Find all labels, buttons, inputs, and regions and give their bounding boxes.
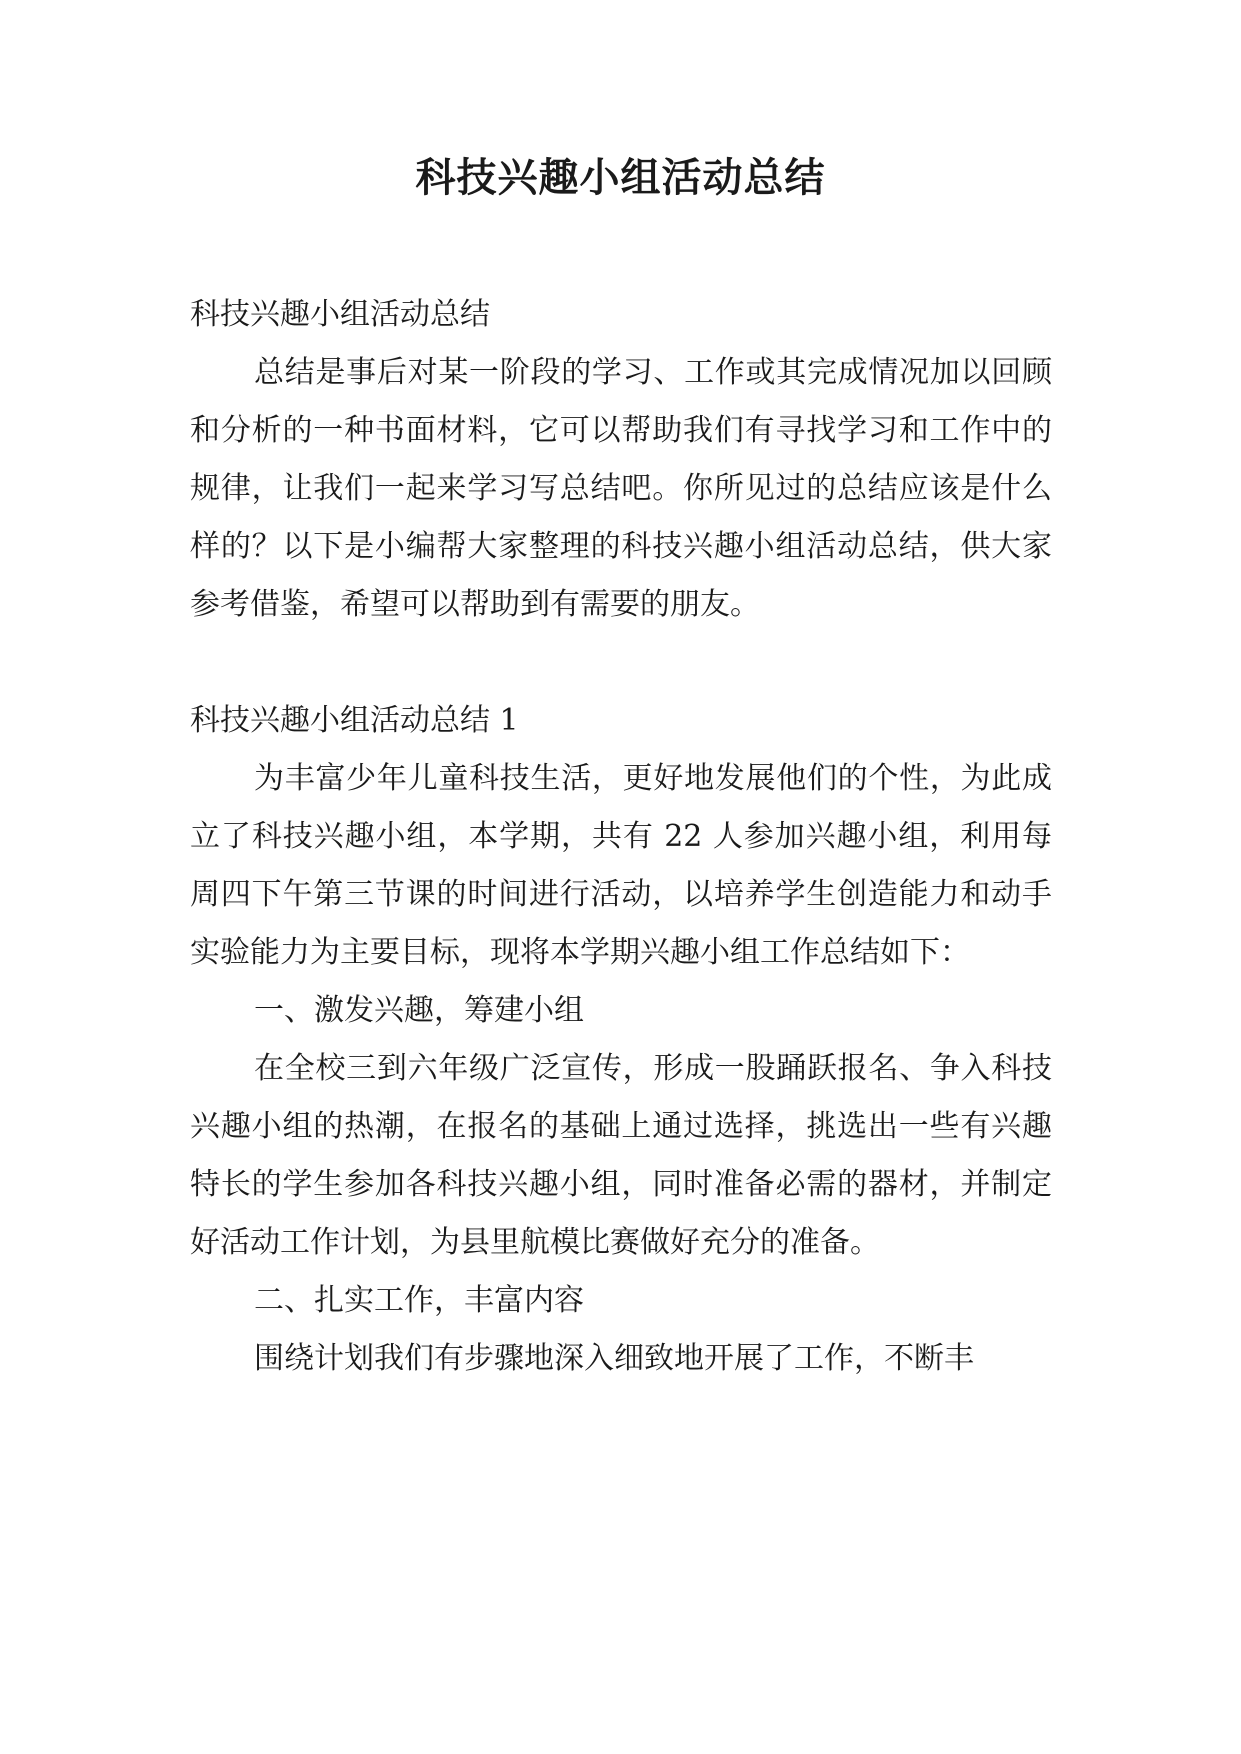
subparagraph-1: 在全校三到六年级广泛宣传，形成一股踊跃报名、争入科技兴趣小组的热潮，在报名的基础上通过选择，挑选出一些有兴趣特长的学生参加各科技兴趣小组，同时准备必需的器材，并制定好活动工作计划，为县里航模比赛做好充分的准备。 [190,1051,1052,1260]
section-heading: 科技兴趣小组活动总结 1 [190,703,519,738]
document-title: 科技兴趣小组活动总结 [415,154,826,201]
intro-paragraph: 总结是事后对某一阶段的学习、工作或其完成情况加以回顾和分析的一种书面材料，它可以帮助我们有寻找学习和工作中的规律，让我们一起来学习写总结吧。你所见过的总结应该是什么样的？以下是小编帮大家整理的科技兴趣小组活动总结，供大家参考借鉴，希望可以帮助到有需要的朋友。 [190,355,1052,622]
subheading-1: 一、激发兴趣，筹建小组 [254,993,584,1028]
intro-heading: 科技兴趣小组活动总结 [190,297,490,332]
subparagraph-2: 围绕计划我们有步骤地深入细致地开展了工作，不断丰 [254,1341,974,1376]
paragraph-gap [190,634,1052,692]
subheading-2: 二、扎实工作，丰富内容 [254,1283,584,1318]
document-body [190,286,1052,1388]
section-paragraph: 为丰富少年儿童科技生活，更好地发展他们的个性，为此成立了科技兴趣小组，本学期，共有 22 人参加兴趣小组，利用每周四下午第三节课的时间进行活动，以培养学生创造能力和动手实验能力为主要目标，现将本学期兴趣小组工作总结如下： [190,761,1052,970]
